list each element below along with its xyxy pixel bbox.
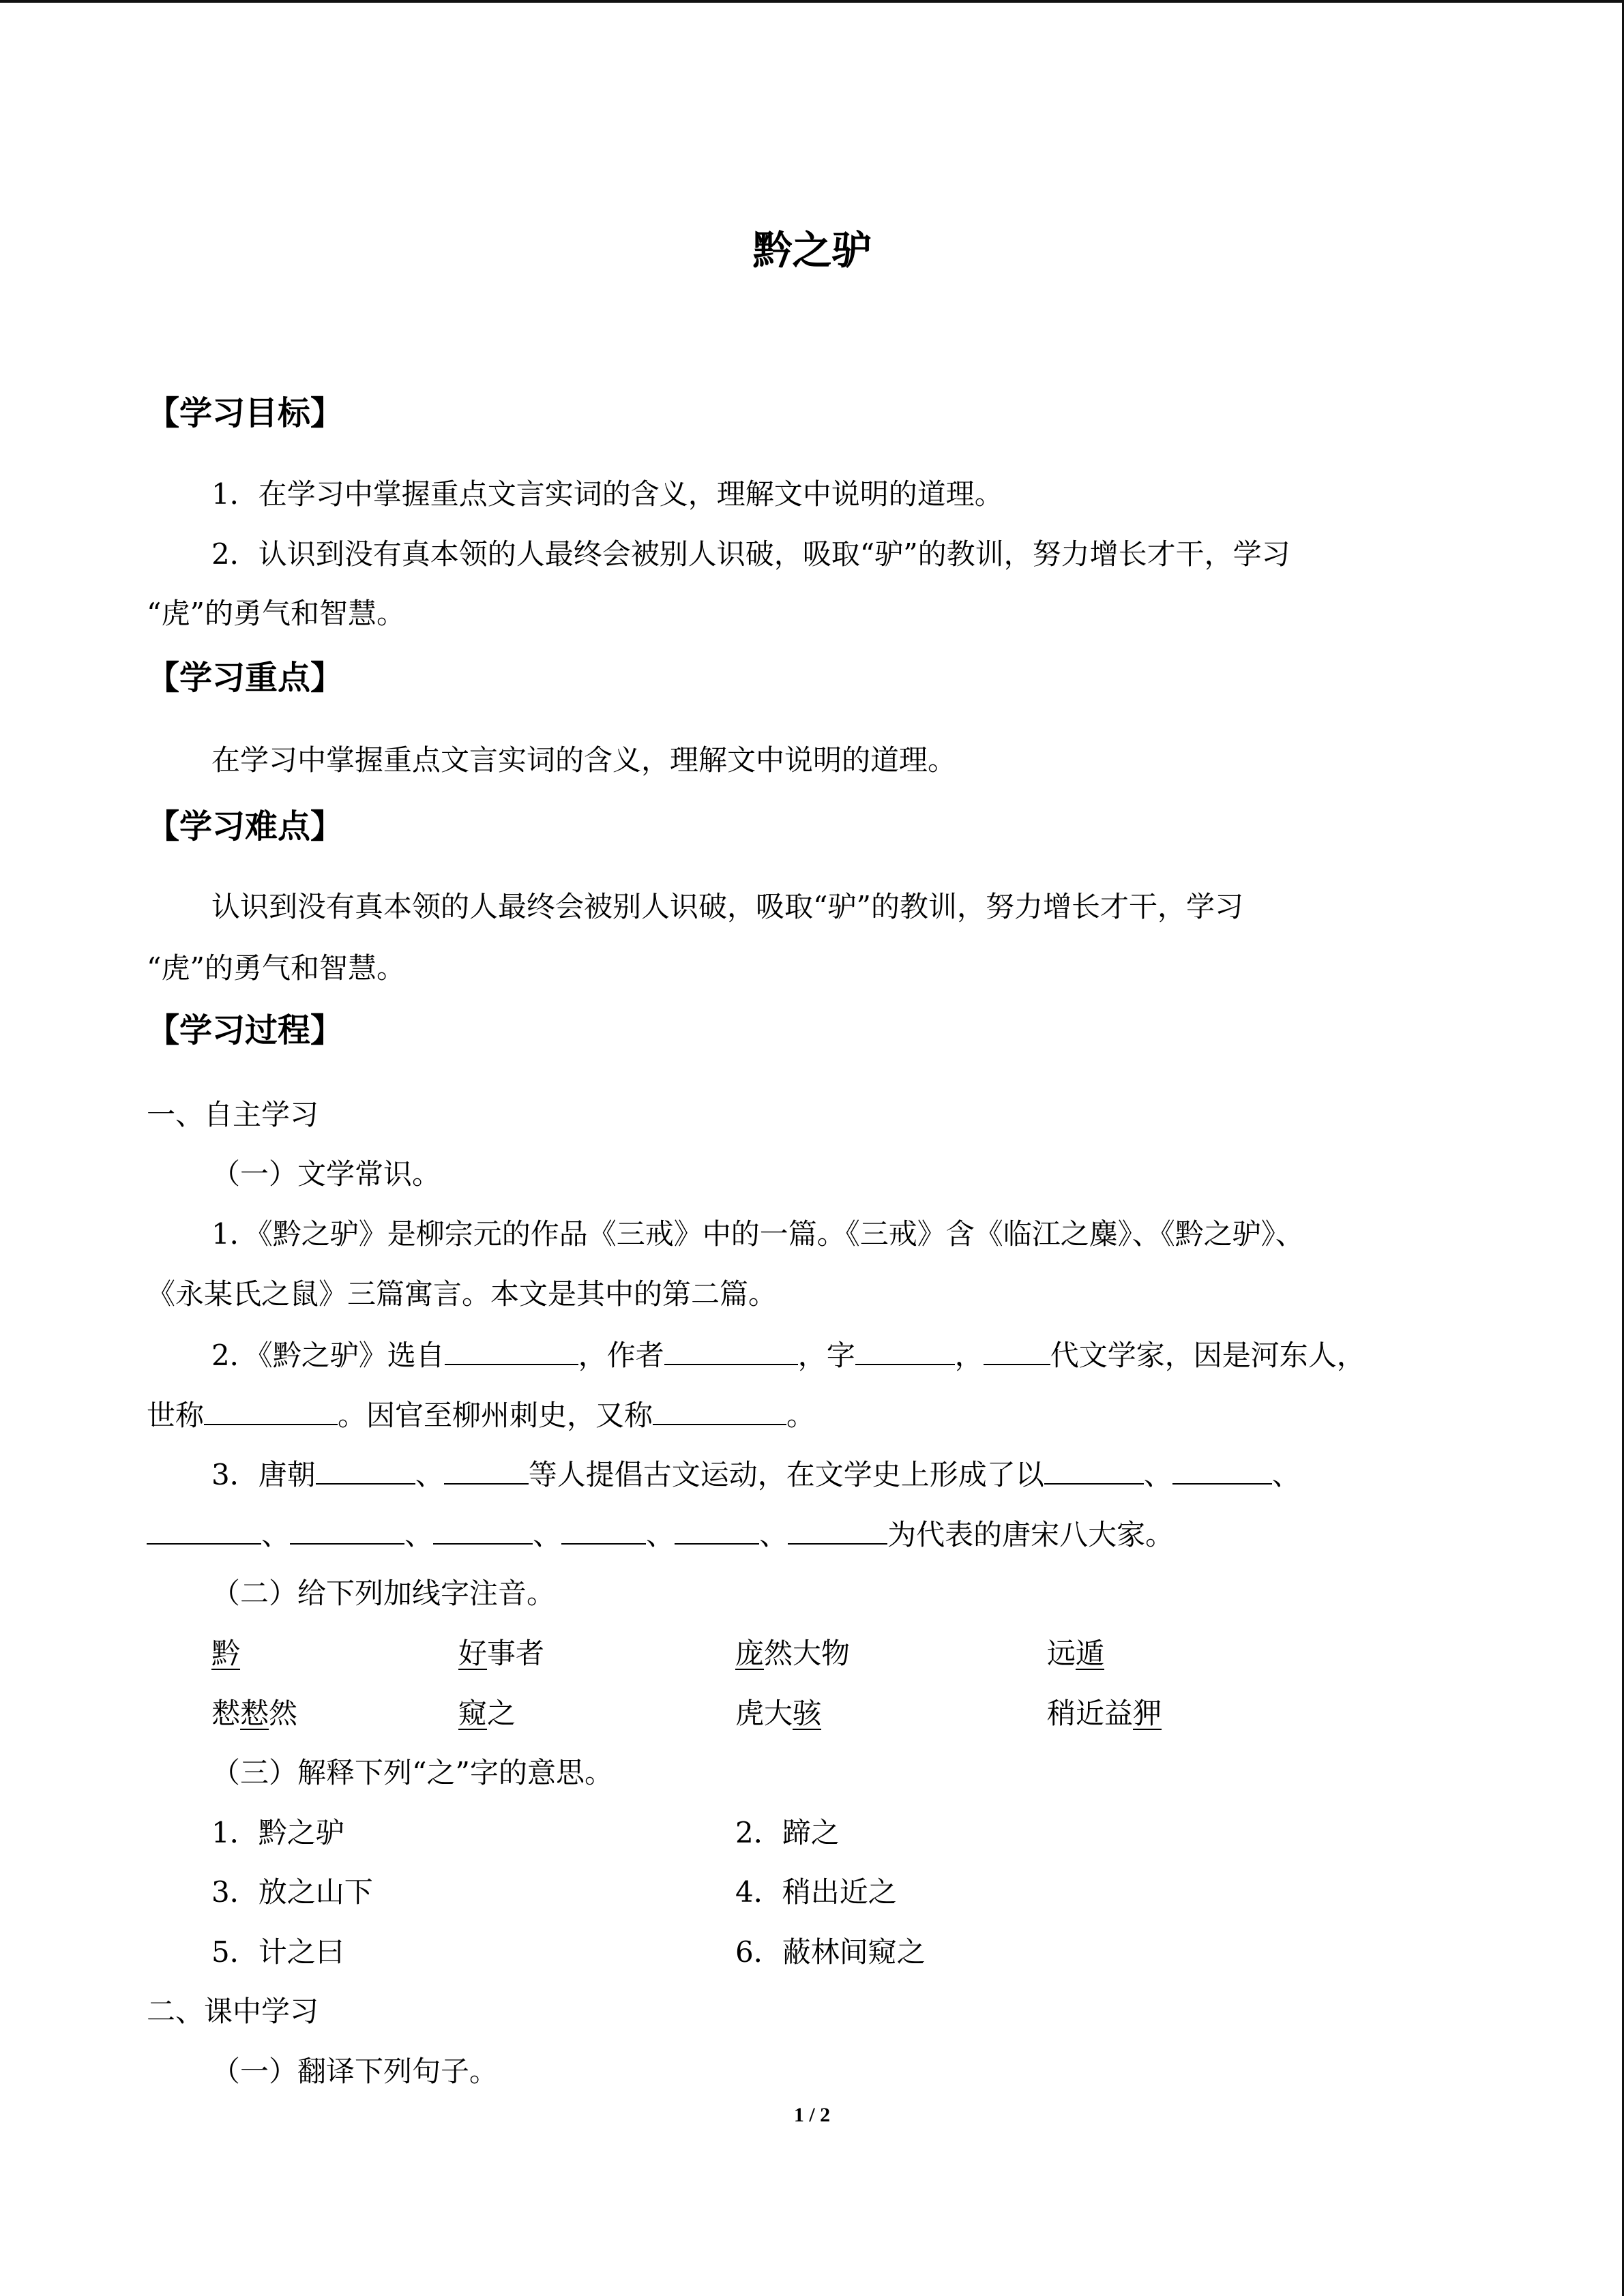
separator: 、: [646, 1518, 675, 1551]
pinyin-item: 虎大骇: [735, 1697, 822, 1730]
q2-line2-prefix: 世称: [147, 1399, 205, 1432]
q2-s4: 代文学家，因是河东人，: [1050, 1339, 1365, 1372]
separator: 、: [261, 1518, 291, 1551]
lit-q3-line1: [211, 1456, 1301, 1492]
separator: 、: [415, 1458, 444, 1491]
heading-difficulties: 【学习难点】: [147, 807, 344, 846]
lit-q3-line2: [147, 1516, 1174, 1552]
q2-s2: ，字: [797, 1339, 855, 1372]
zhi-item-4: 4．稍出近之: [735, 1875, 897, 1909]
page-number: 1 / 2: [793, 2104, 831, 2126]
underlined-char: 慭: [240, 1697, 269, 1730]
key-points-text: 在学习中掌握重点文言实词的含义，理解文中说明的道理。: [211, 743, 957, 777]
blank-dynasty[interactable]: [984, 1337, 1050, 1365]
blank-master-1[interactable]: [1044, 1456, 1144, 1485]
q2-prefix: 2．《黔之驴》选自: [211, 1339, 445, 1372]
pinyin-item: 庞然大物: [735, 1637, 851, 1670]
part2-title: 二、课中学习: [147, 1995, 319, 2028]
blank-title-liuzhou[interactable]: [653, 1397, 786, 1425]
underlined-char: 庞: [735, 1637, 765, 1670]
pinyin-item: [211, 1637, 240, 1671]
blank-tang-advocate-2[interactable]: [444, 1456, 529, 1485]
part1-title: 一、自主学习: [147, 1098, 319, 1131]
blank-author[interactable]: [664, 1337, 798, 1365]
blank-master-7[interactable]: [675, 1516, 759, 1545]
underlined-char: 骇: [793, 1697, 822, 1730]
objective-item-1: 1．在学习中掌握重点文言实词的含义，理解文中说明的道理。: [211, 477, 1003, 511]
lit-q2-line1: [211, 1337, 1365, 1373]
difficulties-line-1: 认识到没有真本领的人最终会被别人识破，吸取“驴”的教训，努力增长才干，学习: [211, 890, 1243, 923]
pinyin-item: 好事者: [458, 1637, 545, 1670]
zhi-item-6: 6．蔽林间窥之: [735, 1935, 926, 1969]
q2-s1: ，作者: [578, 1339, 664, 1372]
objective-item-2: 2．认识到没有真本领的人最终会被别人识破，吸取“驴”的教训，努力增长才干，学习: [211, 537, 1290, 571]
q3-prefix: 3．唐朝: [211, 1458, 316, 1491]
page-title: 黔之驴: [752, 227, 872, 273]
blank-tang-advocate-1[interactable]: [316, 1456, 415, 1485]
underlined-char: 窥: [458, 1697, 488, 1730]
zhi-item-1: 1．黔之驴: [211, 1816, 344, 1849]
separator: 、: [759, 1518, 788, 1551]
lit-q1-line2: 《永某氏之鼠》三篇寓言。本文是其中的第二篇。: [147, 1277, 778, 1311]
separator: 、: [533, 1518, 562, 1551]
blank-master-8[interactable]: [788, 1516, 887, 1545]
blank-title-hedong[interactable]: [204, 1397, 338, 1425]
zhi-item-3: 3．放之山下: [211, 1875, 373, 1909]
blank-master-6[interactable]: [561, 1516, 646, 1545]
blank-courtesy-name[interactable]: [855, 1337, 955, 1365]
underlined-char: 好: [458, 1637, 488, 1670]
q2-line2-mid: 。因官至柳州刺史，又称: [338, 1399, 653, 1432]
lit-q1-line1: 1．《黔之驴》是柳宗元的作品《三戒》中的一篇。《三戒》含《临江之麋》、《黔之驴》、: [211, 1217, 1304, 1251]
pinyin-item: 远遁: [1047, 1637, 1105, 1670]
lit-knowledge-title: （一）文学常识。: [211, 1157, 441, 1191]
heading-objectives: 【学习目标】: [147, 394, 344, 432]
heading-process: 【学习过程】: [147, 1011, 344, 1049]
translate-title: （一）翻译下列句子。: [211, 2055, 499, 2088]
zhi-item-5: 5．计之曰: [211, 1935, 344, 1969]
q2-s3: ，: [954, 1339, 984, 1372]
blank-master-5[interactable]: [433, 1516, 533, 1545]
objective-item-2-cont: “虎”的勇气和智慧。: [147, 597, 405, 630]
blank-master-2[interactable]: [1172, 1456, 1272, 1485]
separator: 、: [1271, 1458, 1301, 1491]
blank-source-book[interactable]: [445, 1337, 578, 1365]
heading-key-points: 【学习重点】: [147, 659, 344, 697]
q2-line2-end: 。: [786, 1399, 816, 1432]
pinyin-title: （二）给下列加线字注音。: [211, 1577, 556, 1610]
blank-master-3[interactable]: [147, 1516, 261, 1545]
underlined-char: 遁: [1076, 1637, 1105, 1670]
pinyin-item: 慭慭然: [211, 1697, 298, 1730]
q3-mid: 等人提倡古文运动，在文学史上形成了以: [528, 1458, 1044, 1491]
difficulties-line-2: “虎”的勇气和智慧。: [147, 951, 405, 985]
underlined-char: 狎: [1133, 1697, 1162, 1730]
separator: 、: [1143, 1458, 1172, 1491]
pinyin-item: 窥之: [458, 1697, 516, 1730]
underlined-char: 黔: [211, 1637, 241, 1670]
lit-q2-line2: [147, 1397, 815, 1433]
blank-master-4[interactable]: [290, 1516, 404, 1545]
zhi-title: （三）解释下列“之”字的意思。: [211, 1756, 613, 1789]
q3-end: 为代表的唐宋八大家。: [887, 1518, 1175, 1551]
pinyin-item: 稍近益狎: [1047, 1697, 1162, 1730]
zhi-item-2: 2．蹄之: [735, 1816, 840, 1849]
separator: 、: [404, 1518, 434, 1551]
